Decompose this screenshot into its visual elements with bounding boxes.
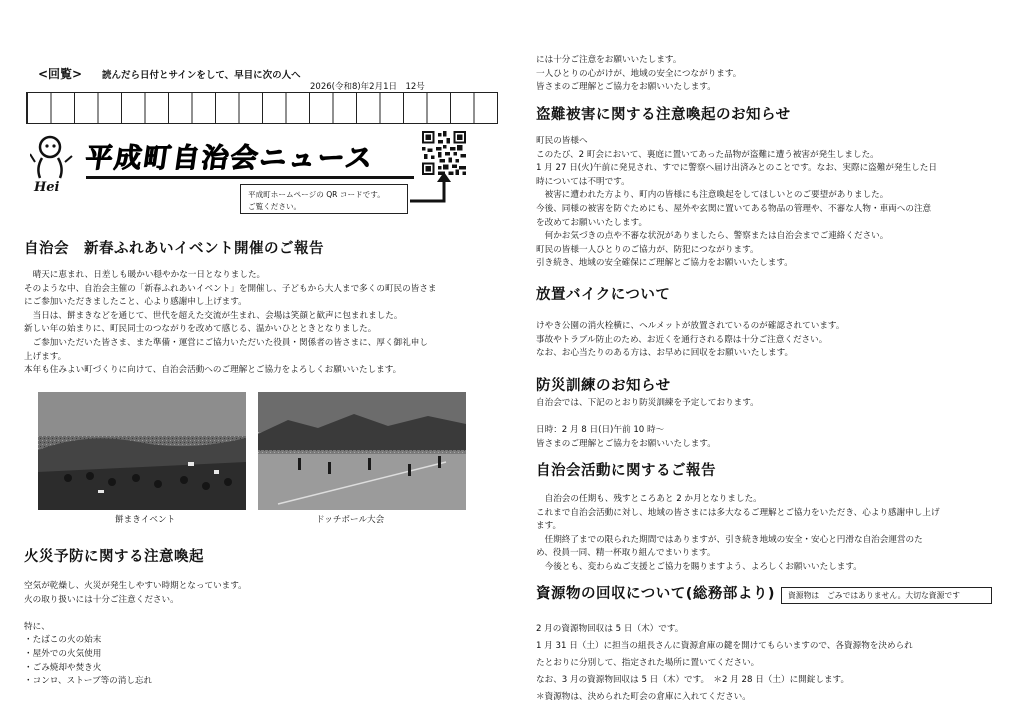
body-line: 今後、同様の被害を防ぐためにも、屋外や玄関に置いてある物品の管理や、不審な人物・車両への注意 [536, 203, 932, 214]
body-line: 町民の皆様一人ひとりのご協力が、防犯につながります。 [536, 244, 759, 255]
body-line: を改めてお願いいたします。 [536, 217, 648, 228]
body-line: 自治会では、下記のとおり防災訓練を予定しております。 [536, 398, 759, 408]
body-line: 火の取り扱いには十分ご注意ください。 [24, 594, 179, 605]
qr-note-line: ご覧ください。 [248, 202, 302, 211]
section-bike [536, 286, 844, 361]
body-line: 空気が乾燥し、火災が発生しやすい時期となっています。 [24, 581, 247, 591]
body-line: このたび、2 町会において、裏庭に置いてあった品物が盗難に遭う被害が発生しました。 [536, 149, 879, 160]
section-heading: 自治会 新春ふれあいイベント開催のご報告 [24, 241, 324, 257]
body-line: 事故やトラブル防止のため、お近くを通行される際は十分ご注意ください。 [536, 334, 828, 345]
photo-mochimaki [38, 392, 246, 510]
masthead-underline [86, 176, 414, 179]
body-line: そのような中、自治会主催の「新春ふれあいイベント」を開催し、子どもから大人まで多くの町民の皆さま [24, 283, 437, 294]
body-line: 今後とも、変わらぬご支援とご協力を賜りますよう、よろしくお願いいたします。 [536, 561, 862, 572]
photo-caption: 餅まきイベント [115, 515, 176, 525]
body-line: ＊資源物は、決められた町会の倉庫に入れてください。 [536, 692, 751, 702]
circulation-tag: <回覧> [38, 67, 83, 81]
photo-caption: ドッチボール大会 [316, 515, 385, 525]
body-line: 皆さまのご理解とご協力をお願いいたします。 [536, 82, 716, 93]
body-line [536, 411, 759, 425]
recycle-note-box: 資源物は ごみではありません。大切な資源です [781, 587, 992, 604]
qr-note-box [240, 184, 408, 214]
body-line: ・屋外での火気使用 [24, 648, 102, 659]
qr-code-icon [422, 131, 466, 175]
section-fire [24, 548, 247, 689]
photo-dodgeball [258, 392, 466, 510]
body-line: め、役員一同、精一杯取り組んでまいります。 [536, 548, 716, 559]
body-line: 町民の皆様へ [536, 136, 588, 146]
body-line: にご参加いただきましたこと、心より感謝申し上げます。 [24, 297, 247, 308]
mascot-logo-icon [30, 134, 74, 194]
arrow-icon [410, 172, 456, 206]
body-line: 時については不明です。 [536, 176, 630, 187]
masthead-title: 平成町自治会ニュース [83, 143, 377, 174]
signature-grid [26, 92, 498, 124]
event-photos [38, 392, 466, 525]
body-line: 特に、 [24, 621, 50, 632]
body-line: 自治会の任期も、残すところあと 2 か月となりました。 [536, 494, 762, 504]
mascot-text: Hei [34, 180, 60, 194]
body-line: 上げます。 [24, 351, 67, 362]
body-line: ・ごみ焼却や焚き火 [24, 662, 102, 673]
body-line: 被害に遭われた方より、町内の皆様にも注意喚起をしてほしいとのご要望がありました。 [536, 190, 889, 201]
section-event [24, 240, 437, 378]
section-heading: 火災予防に関する注意喚起 [24, 549, 204, 565]
section-heading: 防災訓練のお知らせ [536, 378, 671, 394]
body-line: ます。 [536, 521, 562, 532]
body-line: ・コンロ、ストーブ等の消し忘れ [24, 676, 153, 687]
body-line: 1 月 27 日(火)午前に発見され、すでに警察へ届け出済みとのことです。なお、実際に盗難が発生した日 [536, 163, 937, 174]
section-heading: 自治会活動に関するご報告 [536, 463, 716, 479]
section-heading: 資源物の回収について(総務部より) [536, 586, 775, 602]
body-line: 引き続き、地域の安全確保にご理解とご協力をお願いいたします。 [536, 258, 793, 269]
body-line: 何かお気づきの点や不審な状況がありましたら、警察または自治会までご連絡ください。 [536, 231, 889, 242]
body-line: なお、3 月の資源物回収は 5 日（木）です。 ＊2 月 28 日（土）に開錠します。 [536, 675, 850, 685]
body-line: 本年も住みよい町づくりに向けて、自治会活動へのご理解とご協力をよろしくお願いいたします。 [24, 365, 402, 376]
section-heading: 放置バイクについて [536, 287, 671, 303]
body-line: 1 月 31 日（土）に担当の組長さんに資源倉庫の鍵を開けてもらいますので、各資源物を決められ [536, 641, 913, 651]
circulation-note: 読んだら日付とサインをして、早目に次の人へ [102, 70, 301, 81]
body-line: たとおりに分別して、指定された場所に置いてください。 [536, 658, 760, 668]
section-theft [536, 106, 937, 271]
qr-note-line: 平成町ホームページの QR コードです。 [248, 190, 385, 199]
fire-continued [536, 54, 741, 95]
body-line: 皆さまのご理解とご協力をお願いいたします。 [536, 438, 716, 449]
body-line: 一人ひとりの心がけが、地域の安全につながります。 [536, 68, 742, 79]
body-line: 日時：2 月 8 日(日)午前 10 時～ [536, 425, 665, 436]
body-line: ご参加いただいた皆さま、また準備・運営にご協力いただいた役員・関係者の皆さまに、厚く御礼申し [24, 337, 428, 348]
body-line: には十分ご注意をお願いいたします。 [536, 55, 682, 65]
body-line: これまで自治会活動に対し、地域の皆さまには多大なるご理解とご協力をいただき、心より感謝申し上げ [536, 507, 940, 518]
body-line: 晴天に恵まれ、日差しも暖かい穏やかな一日となりました。 [24, 270, 266, 280]
issue-date: 2026(令和8)年2月1日 12号 [310, 82, 425, 92]
body-line: 任期終了までの限られた期間ではありますが、引き続き地域の安全・安心と円滑な自治会運営のた [536, 534, 923, 545]
body-line: 当日は、餅まきなどを通じて、世代を超えた交流が生まれ、会場は笑顔と歓声に包まれました。 [24, 310, 403, 321]
section-drill [536, 377, 759, 451]
body-line: 新しい年の始まりに、町民同士のつながりを改めて感じる、温かいひとときとなりました。 [24, 324, 377, 335]
body-line [24, 607, 247, 621]
section-report [536, 462, 940, 575]
body-line: ・たばこの火の始末 [24, 635, 102, 646]
section-heading: 盗難被害に関する注意喚起のお知らせ [536, 107, 791, 123]
body-line: けやき公園の消火栓横に、ヘルメットが放置されているのが確認されています。 [536, 321, 845, 331]
body-line: 2 月の資源物回収は 5 日（木）です。 [536, 624, 684, 634]
body-line: なお、お心当たりのある方は、お早めに回収をお願いいたします。 [536, 348, 794, 359]
